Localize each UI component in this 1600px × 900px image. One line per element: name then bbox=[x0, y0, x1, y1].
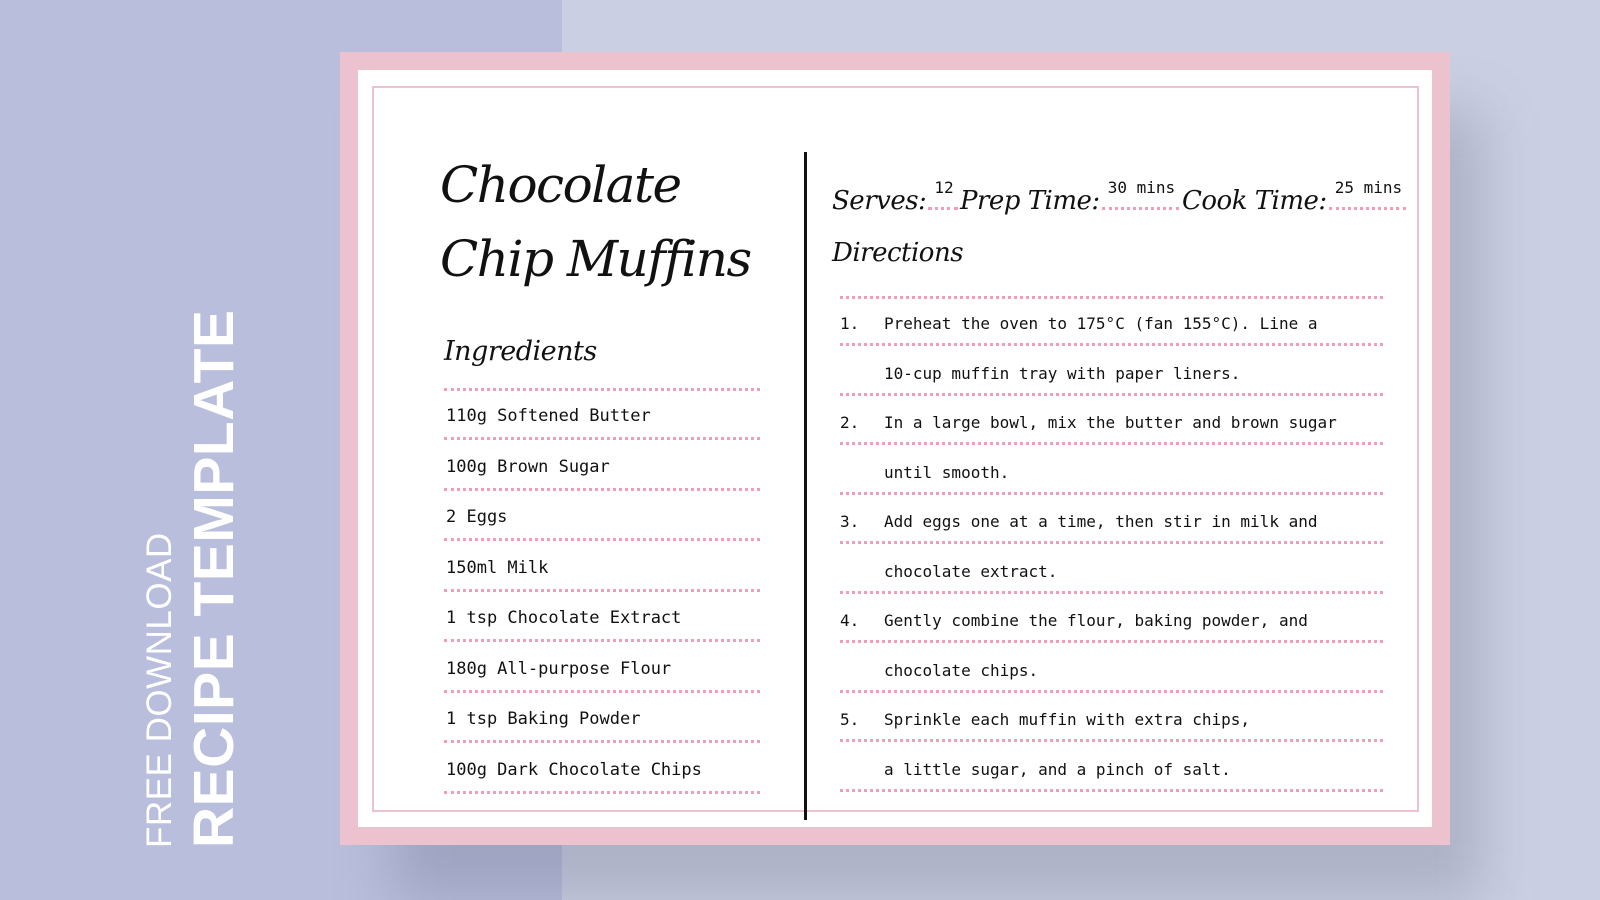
step-text: Preheat the oven to 175°C (fan 155°C). Line a bbox=[884, 314, 1318, 333]
recipe-meta bbox=[832, 158, 1402, 218]
ingredient-text: 150ml Milk bbox=[446, 557, 549, 578]
cook-time-label: Cook Time: bbox=[1182, 186, 1327, 216]
ingredients-list bbox=[444, 392, 760, 796]
banner-text bbox=[140, 0, 280, 848]
ingredient-text: 1 tsp Baking Powder bbox=[446, 709, 641, 729]
banner-line-recipe-template: RECIPE TEMPLATE bbox=[182, 309, 246, 848]
step-text: 10-cup muffin tray with paper liners. bbox=[884, 363, 1241, 383]
step-text: Gently combine the flour, baking powder, and bbox=[884, 611, 1308, 630]
recipe-card-paper bbox=[358, 70, 1432, 827]
step-text: chocolate chips. bbox=[884, 660, 1039, 680]
direction-step bbox=[840, 695, 1383, 742]
directions-list bbox=[840, 299, 1383, 794]
step-text: Add eggs one at a time, then stir in milk and bbox=[884, 512, 1318, 531]
ingredient-item bbox=[444, 443, 760, 491]
direction-step-continued bbox=[840, 745, 1383, 792]
ingredient-item bbox=[444, 695, 760, 743]
serves-field bbox=[832, 178, 958, 218]
ingredient-item bbox=[444, 645, 760, 693]
step-number: 3. bbox=[840, 512, 860, 531]
ingredient-item bbox=[444, 594, 760, 642]
step-number: 1. bbox=[840, 314, 860, 333]
step-text: until smooth. bbox=[884, 462, 1010, 482]
serves-label: Serves: bbox=[832, 186, 927, 216]
direction-step-continued bbox=[840, 547, 1383, 594]
direction-step-continued bbox=[840, 646, 1383, 693]
direction-step bbox=[840, 596, 1383, 643]
step-number: 5. bbox=[840, 710, 860, 729]
ingredient-text: 100g Dark Chocolate Chips bbox=[446, 759, 702, 780]
direction-step-continued bbox=[840, 448, 1383, 495]
direction-step bbox=[840, 497, 1383, 544]
serves-value: 12 bbox=[928, 178, 957, 210]
cook-time-value: 25 mins bbox=[1329, 178, 1406, 210]
ingredient-item bbox=[444, 493, 760, 541]
ingredient-item bbox=[444, 746, 760, 794]
ingredients-top-rule bbox=[444, 388, 760, 391]
direction-step bbox=[840, 299, 1383, 346]
prep-time-field bbox=[960, 178, 1179, 218]
step-text: Sprinkle each muffin with extra chips, bbox=[884, 710, 1251, 729]
recipe-title: Chocolate Chip Muffins bbox=[440, 156, 751, 288]
ingredient-text: 2 Eggs bbox=[446, 507, 508, 527]
cook-time-field bbox=[1182, 178, 1406, 218]
direction-step bbox=[840, 398, 1383, 445]
direction-step-continued bbox=[840, 349, 1383, 396]
ingredient-item bbox=[444, 544, 760, 592]
banner-line-free-download: FREE DOWNLOAD bbox=[140, 532, 179, 848]
ingredient-item bbox=[444, 392, 760, 440]
prep-time-value: 30 mins bbox=[1102, 178, 1179, 210]
ingredients-heading: Ingredients bbox=[444, 336, 597, 367]
inner-border bbox=[372, 86, 1419, 812]
directions-heading: Directions bbox=[832, 238, 964, 268]
column-divider bbox=[804, 152, 807, 820]
step-text: chocolate extract. bbox=[884, 561, 1058, 581]
ingredient-text: 180g All-purpose Flour bbox=[446, 658, 672, 679]
ingredient-text: 1 tsp Chocolate Extract bbox=[446, 608, 682, 628]
ingredient-text: 110g Softened Butter bbox=[446, 406, 651, 426]
step-number: 4. bbox=[840, 611, 860, 630]
ingredient-text: 100g Brown Sugar bbox=[446, 456, 610, 477]
recipe-card bbox=[340, 52, 1450, 845]
step-text: a little sugar, and a pinch of salt. bbox=[884, 759, 1231, 779]
step-text: In a large bowl, mix the butter and brown sugar bbox=[884, 413, 1337, 432]
step-number: 2. bbox=[840, 413, 860, 432]
prep-time-label: Prep Time: bbox=[960, 186, 1100, 216]
